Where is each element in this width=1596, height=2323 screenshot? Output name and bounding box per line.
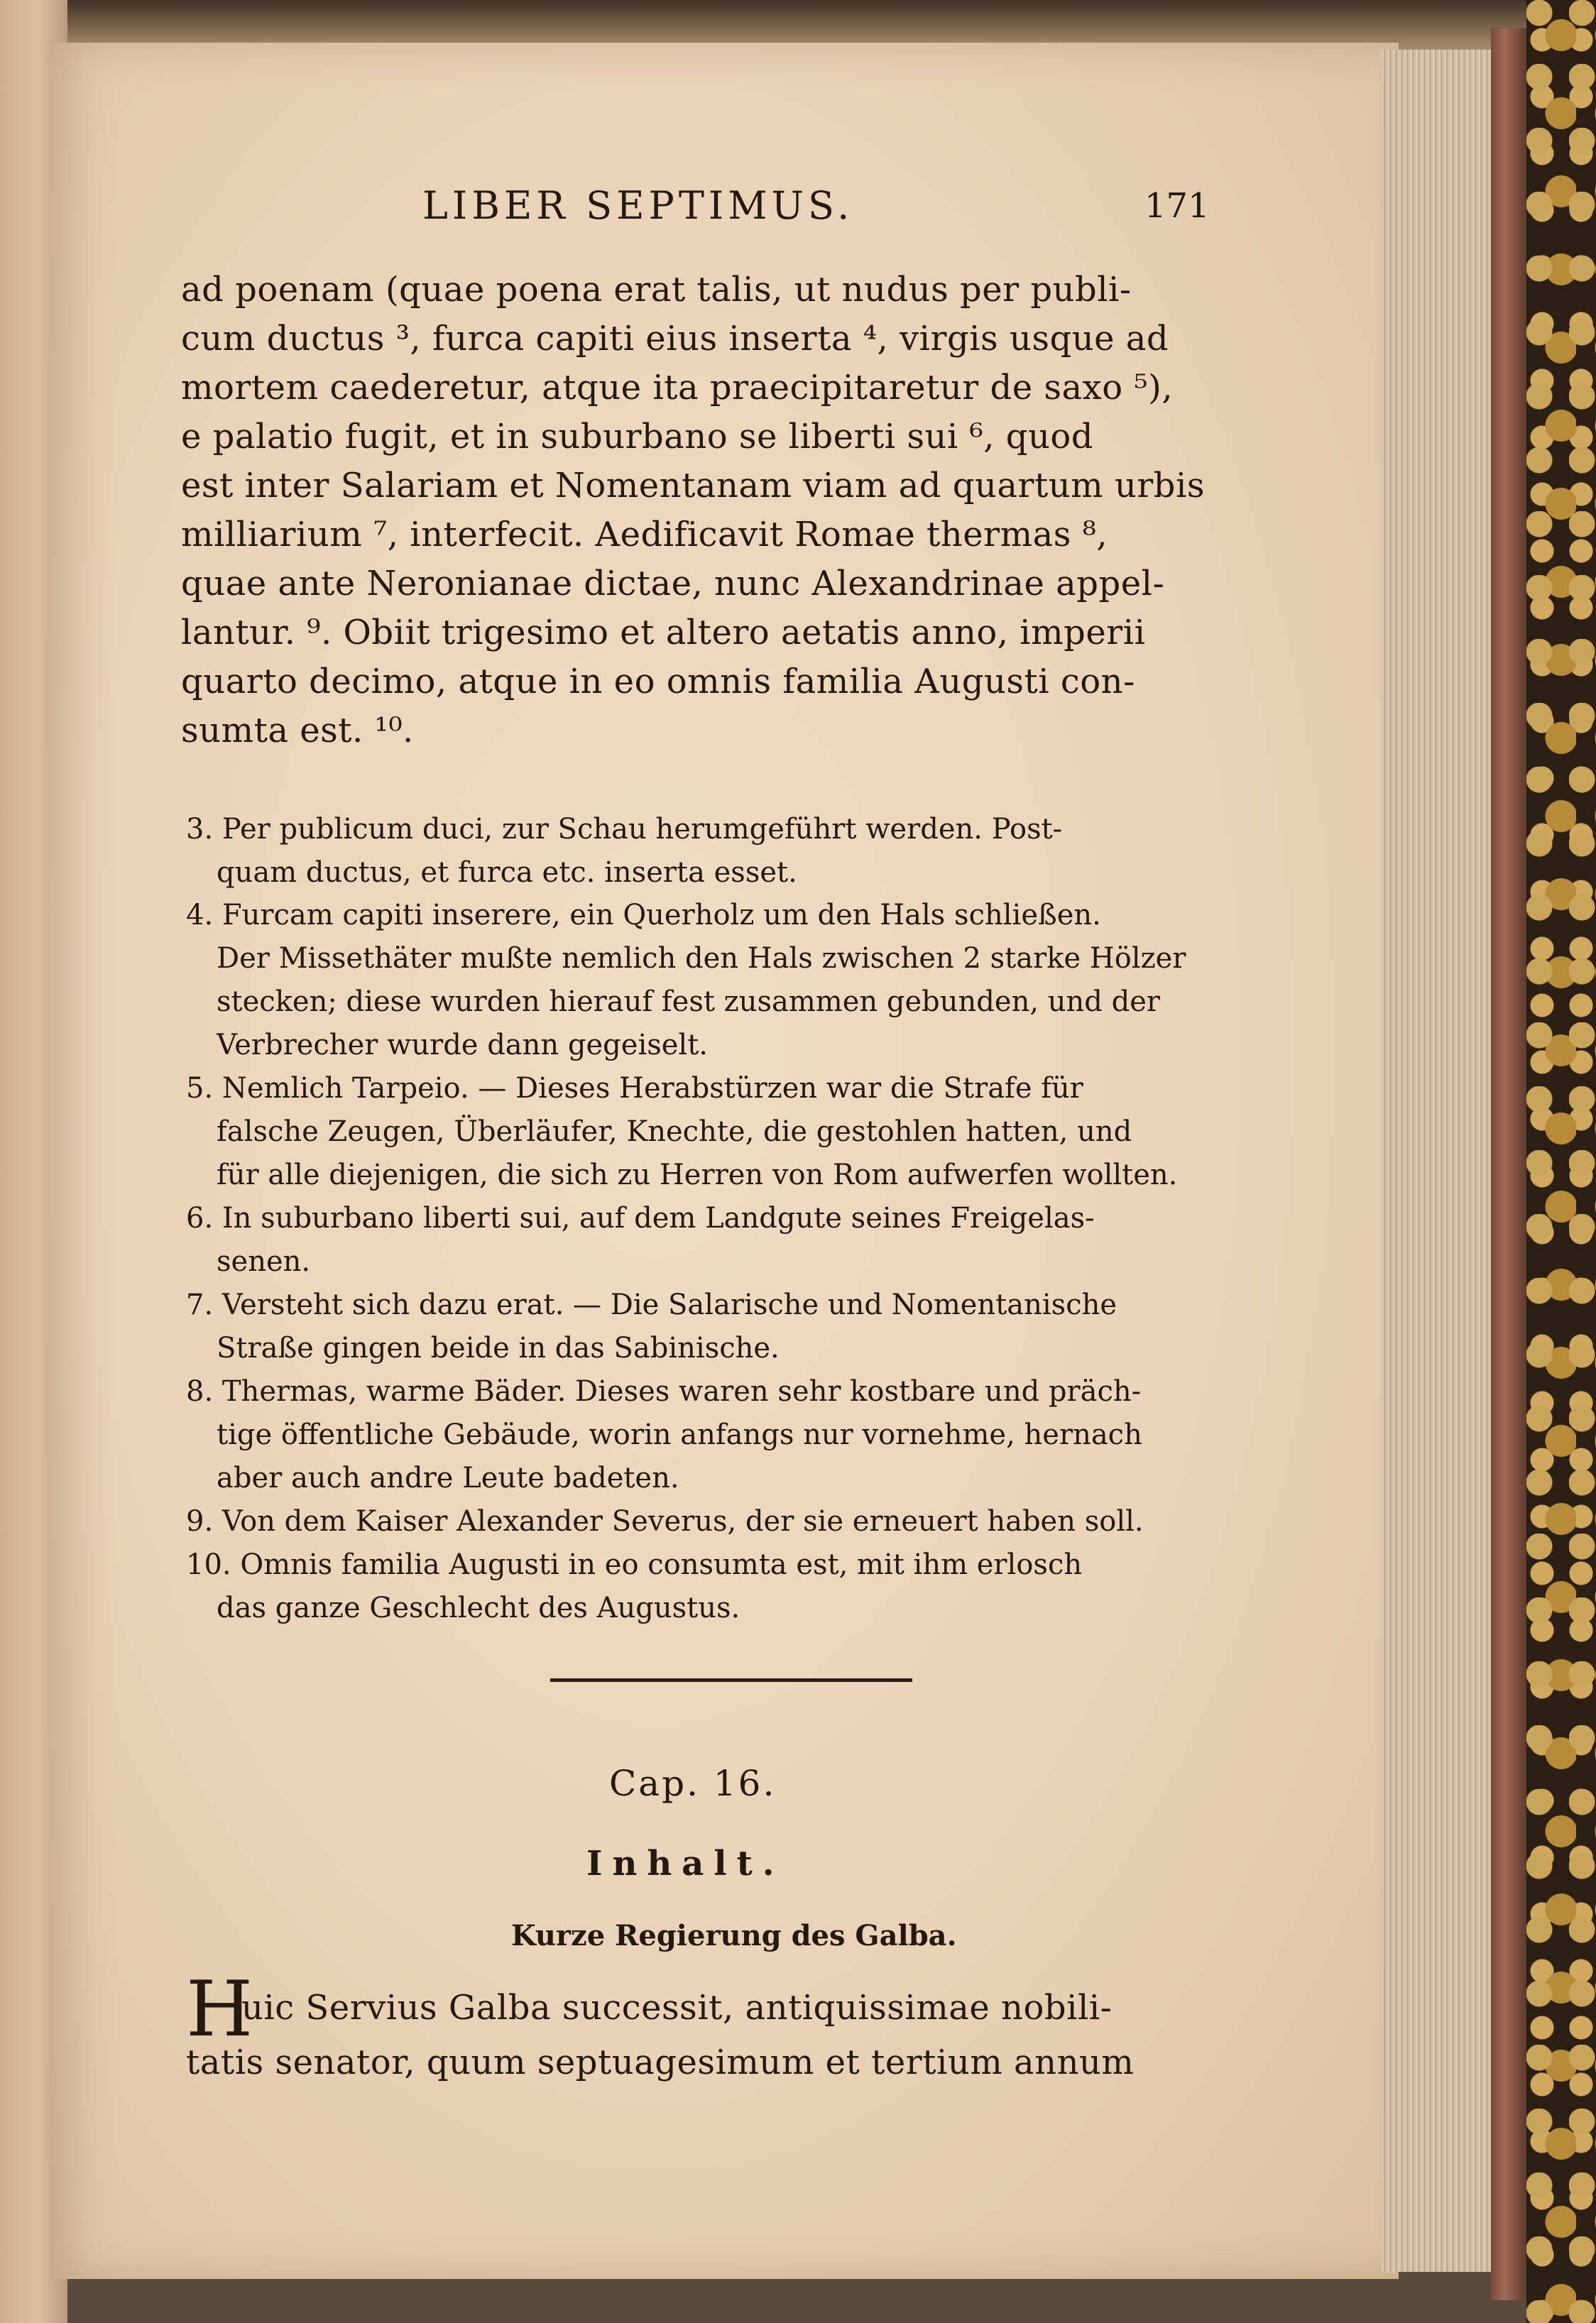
main-text-line: lantur. ⁹. Obiit trigesimo et altero aetatis anno, imperii [181, 613, 1146, 652]
section-divider [550, 1678, 912, 1682]
footnote-line: 6. In suburbano liberti sui, auf dem Landgute seines Freigelas- [186, 1202, 1095, 1235]
footnote-line: Der Missethäter mußte nemlich den Hals zwischen 2 starke Hölzer [217, 942, 1186, 975]
footnote-line: 4. Furcam capiti inserere, ein Querholz um den Hals schließen. [186, 899, 1101, 931]
footnote-line: 9. Von dem Kaiser Alexander Severus, der sie erneuert haben soll. [186, 1505, 1144, 1538]
main-text-line: ad poenam (quae poena erat talis, ut nudus per publi- [181, 270, 1132, 310]
marbled-cover [1526, 0, 1596, 2323]
main-text-line: cum ductus ³, furca capiti eius inserta ⁴, virgis usque ad [181, 319, 1169, 359]
main-text-line: quarto decimo, atque in eo omnis familia Augusti con- [181, 662, 1135, 701]
main-text-line: quae ante Neronianae dictae, nunc Alexandrinae appel- [181, 564, 1165, 603]
footnote-line: aber auch andre Leute badeten. [217, 1462, 679, 1494]
chapter-heading: Cap. 16. [609, 1763, 777, 1804]
footnote-line: das ganze Geschlecht des Augustus. [217, 1592, 740, 1624]
chapter-summary: Kurze Regierung des Galba. [511, 1919, 957, 1952]
footnote-line: 5. Nemlich Tarpeio. — Dieses Herabstürzen war die Strafe für [186, 1072, 1083, 1105]
main-text-line: uic Servius Galba successit, antiquissimae nobili- [241, 1988, 1113, 2028]
footnote-line: Straße gingen beide in das Sabinische. [217, 1332, 780, 1365]
page-stack-edge [1381, 50, 1502, 2272]
main-text-line: est inter Salariam et Nomentanam viam ad quartum urbis [181, 466, 1206, 505]
page-number: 171 [1144, 186, 1210, 226]
footnote-line: senen. [217, 1245, 311, 1278]
footnote-line: quam ductus, et furca etc. inserta esset. [217, 856, 797, 889]
footnote-line: tige öffentliche Gebäude, worin anfangs nur vornehme, hernach [217, 1419, 1142, 1451]
footnote-line: 7. Versteht sich dazu erat. — Die Salarische und Nomentanische [186, 1289, 1117, 1321]
footnote-line: stecken; diese wurden hierauf fest zusammen gebunden, und der [217, 985, 1161, 1018]
footnote-line: 10. Omnis familia Augusti in eo consumta est, mit ihm erlosch [186, 1548, 1083, 1581]
main-text-line: tatis senator, quum septuagesimum et tertium annum [186, 2043, 1135, 2082]
footnote-line: 8. Thermas, warme Bäder. Dieses waren sehr kostbare und präch- [186, 1375, 1142, 1408]
main-text-line: milliarium ⁷, interfecit. Aedificavit Romae thermas ⁸, [181, 515, 1108, 554]
cover-board-edge [1491, 28, 1526, 2300]
footnote-line: für alle diejenigen, die sich zu Herren von Rom aufwerfen wollten. [217, 1159, 1178, 1191]
main-text-line: mortem caederetur, atque ita praecipitaretur de saxo ⁵), [181, 368, 1174, 408]
contents-label: Inhalt. [586, 1844, 785, 1884]
main-text-line: e palatio fugit, et in suburbano se liberti sui ⁶, quod [181, 417, 1094, 457]
main-text-line: sumta est. ¹⁰. [181, 711, 414, 750]
footnote-line: falsche Zeugen, Überläufer, Knechte, die gestohlen hatten, und [217, 1115, 1132, 1148]
drop-capital: H [186, 1965, 253, 2054]
running-head: LIBER SEPTIMUS. [422, 183, 854, 228]
footnote-line: 3. Per publicum duci, zur Schau herumgeführt werden. Post- [186, 813, 1063, 846]
footnote-line: Verbrecher wurde dann gegeiselt. [217, 1029, 709, 1061]
